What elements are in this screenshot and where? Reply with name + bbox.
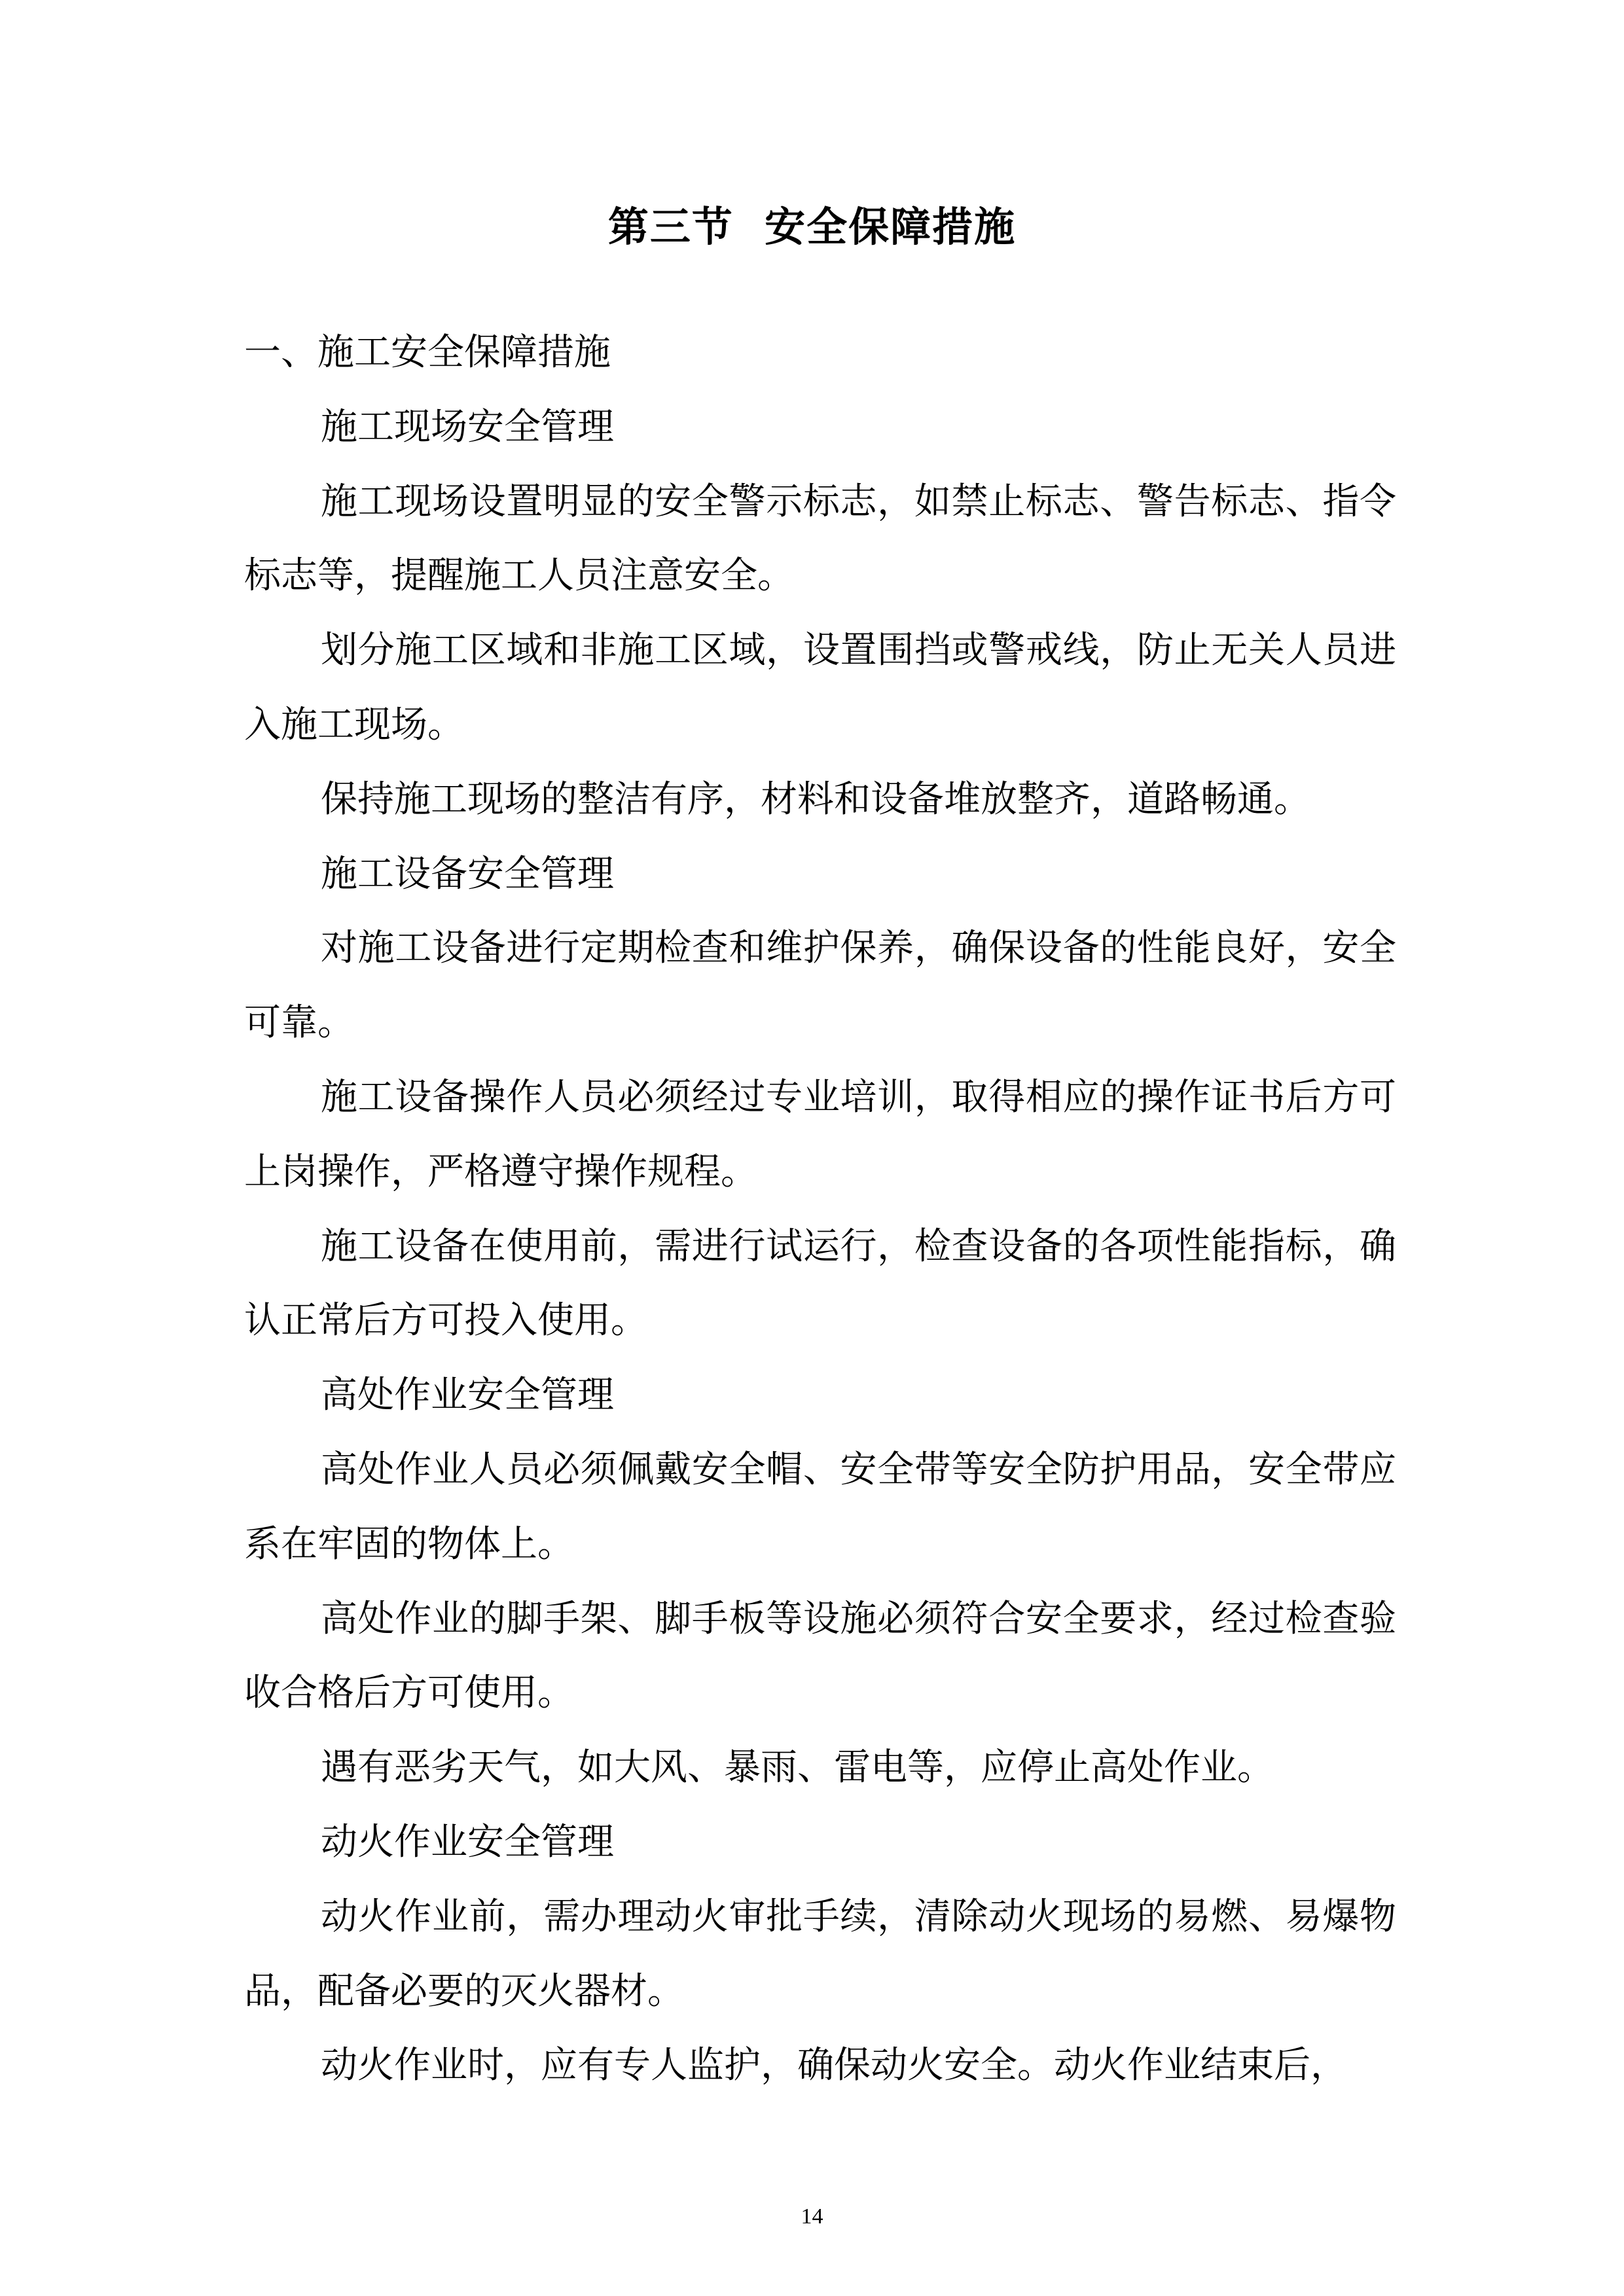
paragraph-operator-training: 施工设备操作人员必须经过专业培训，取得相应的操作证书后方可上岗操作，严格遵守操作规程。 bbox=[244, 1075, 1396, 1193]
paragraph-scaffolding: 高处作业的脚手架、脚手板等设施必须符合安全要求，经过检查验收合格后方可使用。 bbox=[244, 1597, 1396, 1715]
page-number: 14 bbox=[801, 2204, 823, 2229]
paragraph-warning-signs: 施工现场设置明显的安全警示标志，如禁止标志、警告标志、指令标志等，提醒施工人员注意安全。 bbox=[244, 480, 1396, 598]
paragraph-area-division: 划分施工区域和非施工区域，设置围挡或警戒线，防止无关人员进入施工现场。 bbox=[244, 629, 1396, 746]
paragraph-protective-equipment: 高处作业人员必须佩戴安全帽、安全带等安全防护用品，安全带应系在牢固的物体上。 bbox=[244, 1448, 1396, 1566]
paragraph-equipment-maintenance: 对施工设备进行定期检查和维护保养，确保设备的性能良好，安全可靠。 bbox=[244, 927, 1396, 1045]
paragraph-site-tidiness: 保持施工现场的整洁有序，材料和设备堆放整齐，道路畅通。 bbox=[321, 778, 1310, 821]
subheading-equipment-safety-management: 施工设备安全管理 bbox=[321, 852, 614, 895]
subheading-work-at-height-management: 高处作业安全管理 bbox=[321, 1374, 614, 1417]
document-body bbox=[244, 315, 1396, 2103]
paragraph-bad-weather: 遇有恶劣天气，如大风、暴雨、雷电等，应停止高处作业。 bbox=[321, 1746, 1274, 1789]
paragraph-hot-work-approval: 动火作业前，需办理动火审批手续，清除动火现场的易燃、易爆物品，配备必要的灭火器材。 bbox=[244, 1895, 1396, 2013]
paragraph-hot-work-supervision: 动火作业时，应有专人监护，确保动火安全。动火作业结束后， bbox=[321, 2044, 1347, 2087]
subheading-site-safety-management: 施工现场安全管理 bbox=[321, 405, 614, 448]
subheading-hot-work-management: 动火作业安全管理 bbox=[321, 1820, 614, 1863]
section-title: 第三节 安全保障措施 bbox=[607, 203, 1017, 251]
paragraph-trial-run: 施工设备在使用前，需进行试运行，检查设备的各项性能指标，确认正常后方可投入使用。 bbox=[244, 1225, 1396, 1342]
heading-construction-safety-measures: 一、施工安全保障措施 bbox=[244, 331, 611, 374]
